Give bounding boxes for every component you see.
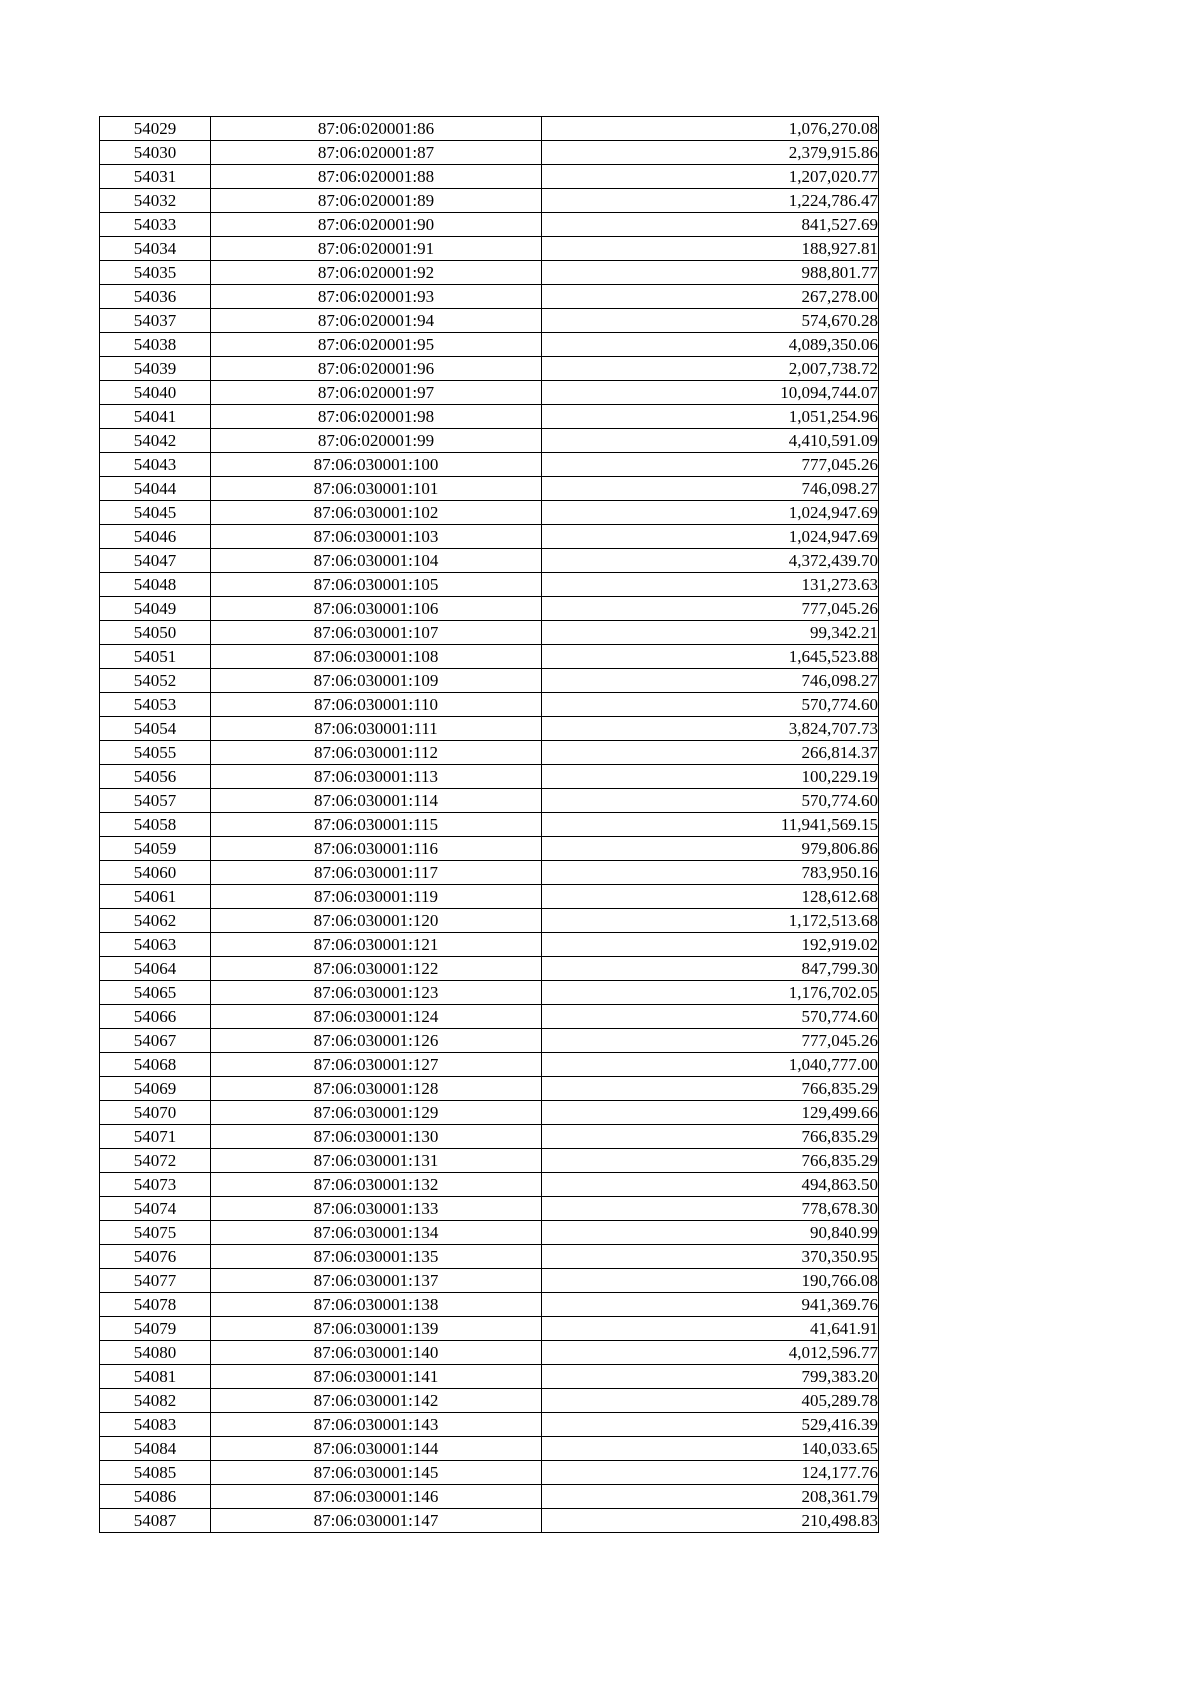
- table-row: [100, 1101, 879, 1125]
- value-cell: 99,342.21: [542, 621, 879, 645]
- table-row: [100, 861, 879, 885]
- cadastral-number-cell: 87:06:030001:109: [211, 669, 542, 693]
- table-row: [100, 1269, 879, 1293]
- row-number-cell: 54030: [100, 141, 211, 165]
- row-number-cell: 54033: [100, 213, 211, 237]
- row-number-cell: 54070: [100, 1101, 211, 1125]
- value-cell: 574,670.28: [542, 309, 879, 333]
- table-row: [100, 1413, 879, 1437]
- cadastral-number-cell: 87:06:030001:127: [211, 1053, 542, 1077]
- table-row: [100, 885, 879, 909]
- value-cell: 10,094,744.07: [542, 381, 879, 405]
- cadastral-number-cell: 87:06:020001:95: [211, 333, 542, 357]
- cadastral-number-cell: 87:06:030001:103: [211, 525, 542, 549]
- table-row: [100, 357, 879, 381]
- table-row: [100, 1509, 879, 1533]
- value-cell: 188,927.81: [542, 237, 879, 261]
- value-cell: 1,176,702.05: [542, 981, 879, 1005]
- cadastral-number-cell: 87:06:020001:93: [211, 285, 542, 309]
- row-number-cell: 54072: [100, 1149, 211, 1173]
- row-number-cell: 54055: [100, 741, 211, 765]
- row-number-cell: 54052: [100, 669, 211, 693]
- table-row: [100, 117, 879, 141]
- cadastral-number-cell: 87:06:020001:99: [211, 429, 542, 453]
- row-number-cell: 54039: [100, 357, 211, 381]
- cadastral-number-cell: 87:06:020001:94: [211, 309, 542, 333]
- row-number-cell: 54057: [100, 789, 211, 813]
- row-number-cell: 54064: [100, 957, 211, 981]
- row-number-cell: 54079: [100, 1317, 211, 1341]
- row-number-cell: 54051: [100, 645, 211, 669]
- cadastral-number-cell: 87:06:030001:106: [211, 597, 542, 621]
- table-row: [100, 1149, 879, 1173]
- row-number-cell: 54035: [100, 261, 211, 285]
- value-cell: 529,416.39: [542, 1413, 879, 1437]
- row-number-cell: 54085: [100, 1461, 211, 1485]
- value-cell: 777,045.26: [542, 597, 879, 621]
- cadastral-number-cell: 87:06:030001:131: [211, 1149, 542, 1173]
- row-number-cell: 54076: [100, 1245, 211, 1269]
- cadastral-number-cell: 87:06:030001:135: [211, 1245, 542, 1269]
- value-cell: 405,289.78: [542, 1389, 879, 1413]
- cadastral-number-cell: 87:06:020001:87: [211, 141, 542, 165]
- value-cell: 1,645,523.88: [542, 645, 879, 669]
- cadastral-number-cell: 87:06:030001:141: [211, 1365, 542, 1389]
- row-number-cell: 54083: [100, 1413, 211, 1437]
- row-number-cell: 54065: [100, 981, 211, 1005]
- table-row: [100, 381, 879, 405]
- value-cell: 841,527.69: [542, 213, 879, 237]
- cadastral-number-cell: 87:06:030001:113: [211, 765, 542, 789]
- table-row: [100, 1053, 879, 1077]
- cadastral-number-cell: 87:06:030001:142: [211, 1389, 542, 1413]
- cadastral-number-cell: 87:06:020001:90: [211, 213, 542, 237]
- cadastral-number-cell: 87:06:020001:88: [211, 165, 542, 189]
- table-row: [100, 261, 879, 285]
- value-cell: 267,278.00: [542, 285, 879, 309]
- table-row: [100, 789, 879, 813]
- value-cell: 128,612.68: [542, 885, 879, 909]
- cadastral-number-cell: 87:06:030001:112: [211, 741, 542, 765]
- table-row: [100, 1341, 879, 1365]
- row-number-cell: 54080: [100, 1341, 211, 1365]
- cadastral-number-cell: 87:06:030001:105: [211, 573, 542, 597]
- cadastral-number-cell: 87:06:030001:122: [211, 957, 542, 981]
- table-row: [100, 1197, 879, 1221]
- value-cell: 124,177.76: [542, 1461, 879, 1485]
- row-number-cell: 54047: [100, 549, 211, 573]
- cadastral-number-cell: 87:06:030001:124: [211, 1005, 542, 1029]
- row-number-cell: 54044: [100, 477, 211, 501]
- value-cell: 4,372,439.70: [542, 549, 879, 573]
- value-cell: 1,024,947.69: [542, 501, 879, 525]
- value-cell: 4,012,596.77: [542, 1341, 879, 1365]
- cadastral-number-cell: 87:06:030001:130: [211, 1125, 542, 1149]
- table-row: [100, 333, 879, 357]
- cadastral-number-cell: 87:06:030001:144: [211, 1437, 542, 1461]
- value-cell: 2,007,738.72: [542, 357, 879, 381]
- cadastral-number-cell: 87:06:030001:145: [211, 1461, 542, 1485]
- table-row: [100, 1173, 879, 1197]
- table-row: [100, 309, 879, 333]
- row-number-cell: 54041: [100, 405, 211, 429]
- row-number-cell: 54048: [100, 573, 211, 597]
- value-cell: 799,383.20: [542, 1365, 879, 1389]
- table-row: [100, 549, 879, 573]
- value-cell: 1,040,777.00: [542, 1053, 879, 1077]
- value-cell: 783,950.16: [542, 861, 879, 885]
- cadastral-number-cell: 87:06:030001:129: [211, 1101, 542, 1125]
- row-number-cell: 54059: [100, 837, 211, 861]
- row-number-cell: 54078: [100, 1293, 211, 1317]
- table-row: [100, 621, 879, 645]
- cadastral-number-cell: 87:06:030001:128: [211, 1077, 542, 1101]
- value-cell: 129,499.66: [542, 1101, 879, 1125]
- value-cell: 100,229.19: [542, 765, 879, 789]
- value-cell: 778,678.30: [542, 1197, 879, 1221]
- value-cell: 1,172,513.68: [542, 909, 879, 933]
- table-row: [100, 1365, 879, 1389]
- cadastral-number-cell: 87:06:030001:114: [211, 789, 542, 813]
- row-number-cell: 54077: [100, 1269, 211, 1293]
- cadastral-number-cell: 87:06:030001:126: [211, 1029, 542, 1053]
- value-cell: 494,863.50: [542, 1173, 879, 1197]
- cadastral-number-cell: 87:06:020001:98: [211, 405, 542, 429]
- row-number-cell: 54034: [100, 237, 211, 261]
- value-cell: 208,361.79: [542, 1485, 879, 1509]
- value-cell: 266,814.37: [542, 741, 879, 765]
- row-number-cell: 54073: [100, 1173, 211, 1197]
- value-cell: 1,076,270.08: [542, 117, 879, 141]
- row-number-cell: 54081: [100, 1365, 211, 1389]
- value-cell: 4,089,350.06: [542, 333, 879, 357]
- cadastral-number-cell: 87:06:030001:108: [211, 645, 542, 669]
- cadastral-number-cell: 87:06:020001:91: [211, 237, 542, 261]
- cadastral-number-cell: 87:06:030001:140: [211, 1341, 542, 1365]
- cadastral-number-cell: 87:06:020001:92: [211, 261, 542, 285]
- cadastral-number-cell: 87:06:030001:123: [211, 981, 542, 1005]
- row-number-cell: 54063: [100, 933, 211, 957]
- value-cell: 746,098.27: [542, 477, 879, 501]
- table-row: [100, 573, 879, 597]
- table-body: [100, 117, 879, 1533]
- table-row: [100, 1005, 879, 1029]
- row-number-cell: 54084: [100, 1437, 211, 1461]
- row-number-cell: 54043: [100, 453, 211, 477]
- row-number-cell: 54036: [100, 285, 211, 309]
- value-cell: 777,045.26: [542, 1029, 879, 1053]
- cadastral-number-cell: 87:06:030001:104: [211, 549, 542, 573]
- row-number-cell: 54062: [100, 909, 211, 933]
- row-number-cell: 54075: [100, 1221, 211, 1245]
- cadastral-number-cell: 87:06:030001:121: [211, 933, 542, 957]
- table-row: [100, 141, 879, 165]
- cadastral-number-cell: 87:06:030001:111: [211, 717, 542, 741]
- table-row: [100, 1245, 879, 1269]
- table-row: [100, 1317, 879, 1341]
- table-row: [100, 717, 879, 741]
- table-row: [100, 741, 879, 765]
- table-row: [100, 837, 879, 861]
- value-cell: 90,840.99: [542, 1221, 879, 1245]
- cadastral-number-cell: 87:06:030001:132: [211, 1173, 542, 1197]
- cadastral-number-cell: 87:06:030001:137: [211, 1269, 542, 1293]
- cadastral-number-cell: 87:06:030001:115: [211, 813, 542, 837]
- cadastral-number-cell: 87:06:020001:96: [211, 357, 542, 381]
- table-row: [100, 1077, 879, 1101]
- table-row: [100, 957, 879, 981]
- table-row: [100, 813, 879, 837]
- cadastral-value-table: [99, 116, 879, 1533]
- table-row: [100, 477, 879, 501]
- row-number-cell: 54049: [100, 597, 211, 621]
- value-cell: 1,207,020.77: [542, 165, 879, 189]
- cadastral-number-cell: 87:06:030001:100: [211, 453, 542, 477]
- cadastral-number-cell: 87:06:030001:120: [211, 909, 542, 933]
- table-row: [100, 933, 879, 957]
- value-cell: 941,369.76: [542, 1293, 879, 1317]
- value-cell: 988,801.77: [542, 261, 879, 285]
- table-row: [100, 1029, 879, 1053]
- cadastral-number-cell: 87:06:030001:110: [211, 693, 542, 717]
- table-row: [100, 1125, 879, 1149]
- row-number-cell: 54068: [100, 1053, 211, 1077]
- row-number-cell: 54053: [100, 693, 211, 717]
- row-number-cell: 54031: [100, 165, 211, 189]
- row-number-cell: 54087: [100, 1509, 211, 1533]
- cadastral-number-cell: 87:06:030001:116: [211, 837, 542, 861]
- cadastral-number-cell: 87:06:030001:101: [211, 477, 542, 501]
- row-number-cell: 54040: [100, 381, 211, 405]
- row-number-cell: 54060: [100, 861, 211, 885]
- row-number-cell: 54086: [100, 1485, 211, 1509]
- row-number-cell: 54042: [100, 429, 211, 453]
- cadastral-number-cell: 87:06:030001:107: [211, 621, 542, 645]
- table-row: [100, 693, 879, 717]
- table-row: [100, 1293, 879, 1317]
- value-cell: 3,824,707.73: [542, 717, 879, 741]
- row-number-cell: 54069: [100, 1077, 211, 1101]
- table-row: [100, 1389, 879, 1413]
- value-cell: 4,410,591.09: [542, 429, 879, 453]
- table-row: [100, 669, 879, 693]
- row-number-cell: 54058: [100, 813, 211, 837]
- value-cell: 766,835.29: [542, 1149, 879, 1173]
- cadastral-number-cell: 87:06:030001:138: [211, 1293, 542, 1317]
- table-row: [100, 429, 879, 453]
- value-cell: 210,498.83: [542, 1509, 879, 1533]
- value-cell: 140,033.65: [542, 1437, 879, 1461]
- cadastral-number-cell: 87:06:030001:133: [211, 1197, 542, 1221]
- value-cell: 847,799.30: [542, 957, 879, 981]
- table-row: [100, 1221, 879, 1245]
- value-cell: 370,350.95: [542, 1245, 879, 1269]
- row-number-cell: 54038: [100, 333, 211, 357]
- table-row: [100, 213, 879, 237]
- table-row: [100, 285, 879, 309]
- table-row: [100, 1461, 879, 1485]
- value-cell: 41,641.91: [542, 1317, 879, 1341]
- value-cell: 746,098.27: [542, 669, 879, 693]
- value-cell: 192,919.02: [542, 933, 879, 957]
- cadastral-number-cell: 87:06:020001:89: [211, 189, 542, 213]
- cadastral-number-cell: 87:06:030001:147: [211, 1509, 542, 1533]
- table-row: [100, 1437, 879, 1461]
- value-cell: 570,774.60: [542, 693, 879, 717]
- table-row: [100, 597, 879, 621]
- table-row: [100, 237, 879, 261]
- table-row: [100, 405, 879, 429]
- row-number-cell: 54045: [100, 501, 211, 525]
- cadastral-number-cell: 87:06:030001:143: [211, 1413, 542, 1437]
- value-cell: 766,835.29: [542, 1125, 879, 1149]
- row-number-cell: 54046: [100, 525, 211, 549]
- value-cell: 777,045.26: [542, 453, 879, 477]
- value-cell: 1,024,947.69: [542, 525, 879, 549]
- table-row: [100, 525, 879, 549]
- table-row: [100, 765, 879, 789]
- value-cell: 570,774.60: [542, 789, 879, 813]
- value-cell: 1,224,786.47: [542, 189, 879, 213]
- cadastral-number-cell: 87:06:030001:139: [211, 1317, 542, 1341]
- cadastral-number-cell: 87:06:020001:97: [211, 381, 542, 405]
- row-number-cell: 54032: [100, 189, 211, 213]
- table-row: [100, 501, 879, 525]
- table-row: [100, 645, 879, 669]
- value-cell: 570,774.60: [542, 1005, 879, 1029]
- value-cell: 979,806.86: [542, 837, 879, 861]
- row-number-cell: 54050: [100, 621, 211, 645]
- row-number-cell: 54029: [100, 117, 211, 141]
- cadastral-number-cell: 87:06:030001:146: [211, 1485, 542, 1509]
- cadastral-number-cell: 87:06:030001:102: [211, 501, 542, 525]
- table-row: [100, 981, 879, 1005]
- value-cell: 1,051,254.96: [542, 405, 879, 429]
- table-row: [100, 453, 879, 477]
- table-row: [100, 165, 879, 189]
- table-row: [100, 909, 879, 933]
- row-number-cell: 54037: [100, 309, 211, 333]
- value-cell: 766,835.29: [542, 1077, 879, 1101]
- row-number-cell: 54054: [100, 717, 211, 741]
- cadastral-number-cell: 87:06:030001:134: [211, 1221, 542, 1245]
- row-number-cell: 54071: [100, 1125, 211, 1149]
- table-row: [100, 1485, 879, 1509]
- value-cell: 11,941,569.15: [542, 813, 879, 837]
- cadastral-number-cell: 87:06:030001:117: [211, 861, 542, 885]
- row-number-cell: 54082: [100, 1389, 211, 1413]
- cadastral-number-cell: 87:06:020001:86: [211, 117, 542, 141]
- row-number-cell: 54061: [100, 885, 211, 909]
- cadastral-number-cell: 87:06:030001:119: [211, 885, 542, 909]
- value-cell: 190,766.08: [542, 1269, 879, 1293]
- row-number-cell: 54066: [100, 1005, 211, 1029]
- row-number-cell: 54056: [100, 765, 211, 789]
- row-number-cell: 54067: [100, 1029, 211, 1053]
- value-cell: 131,273.63: [542, 573, 879, 597]
- row-number-cell: 54074: [100, 1197, 211, 1221]
- value-cell: 2,379,915.86: [542, 141, 879, 165]
- table-row: [100, 189, 879, 213]
